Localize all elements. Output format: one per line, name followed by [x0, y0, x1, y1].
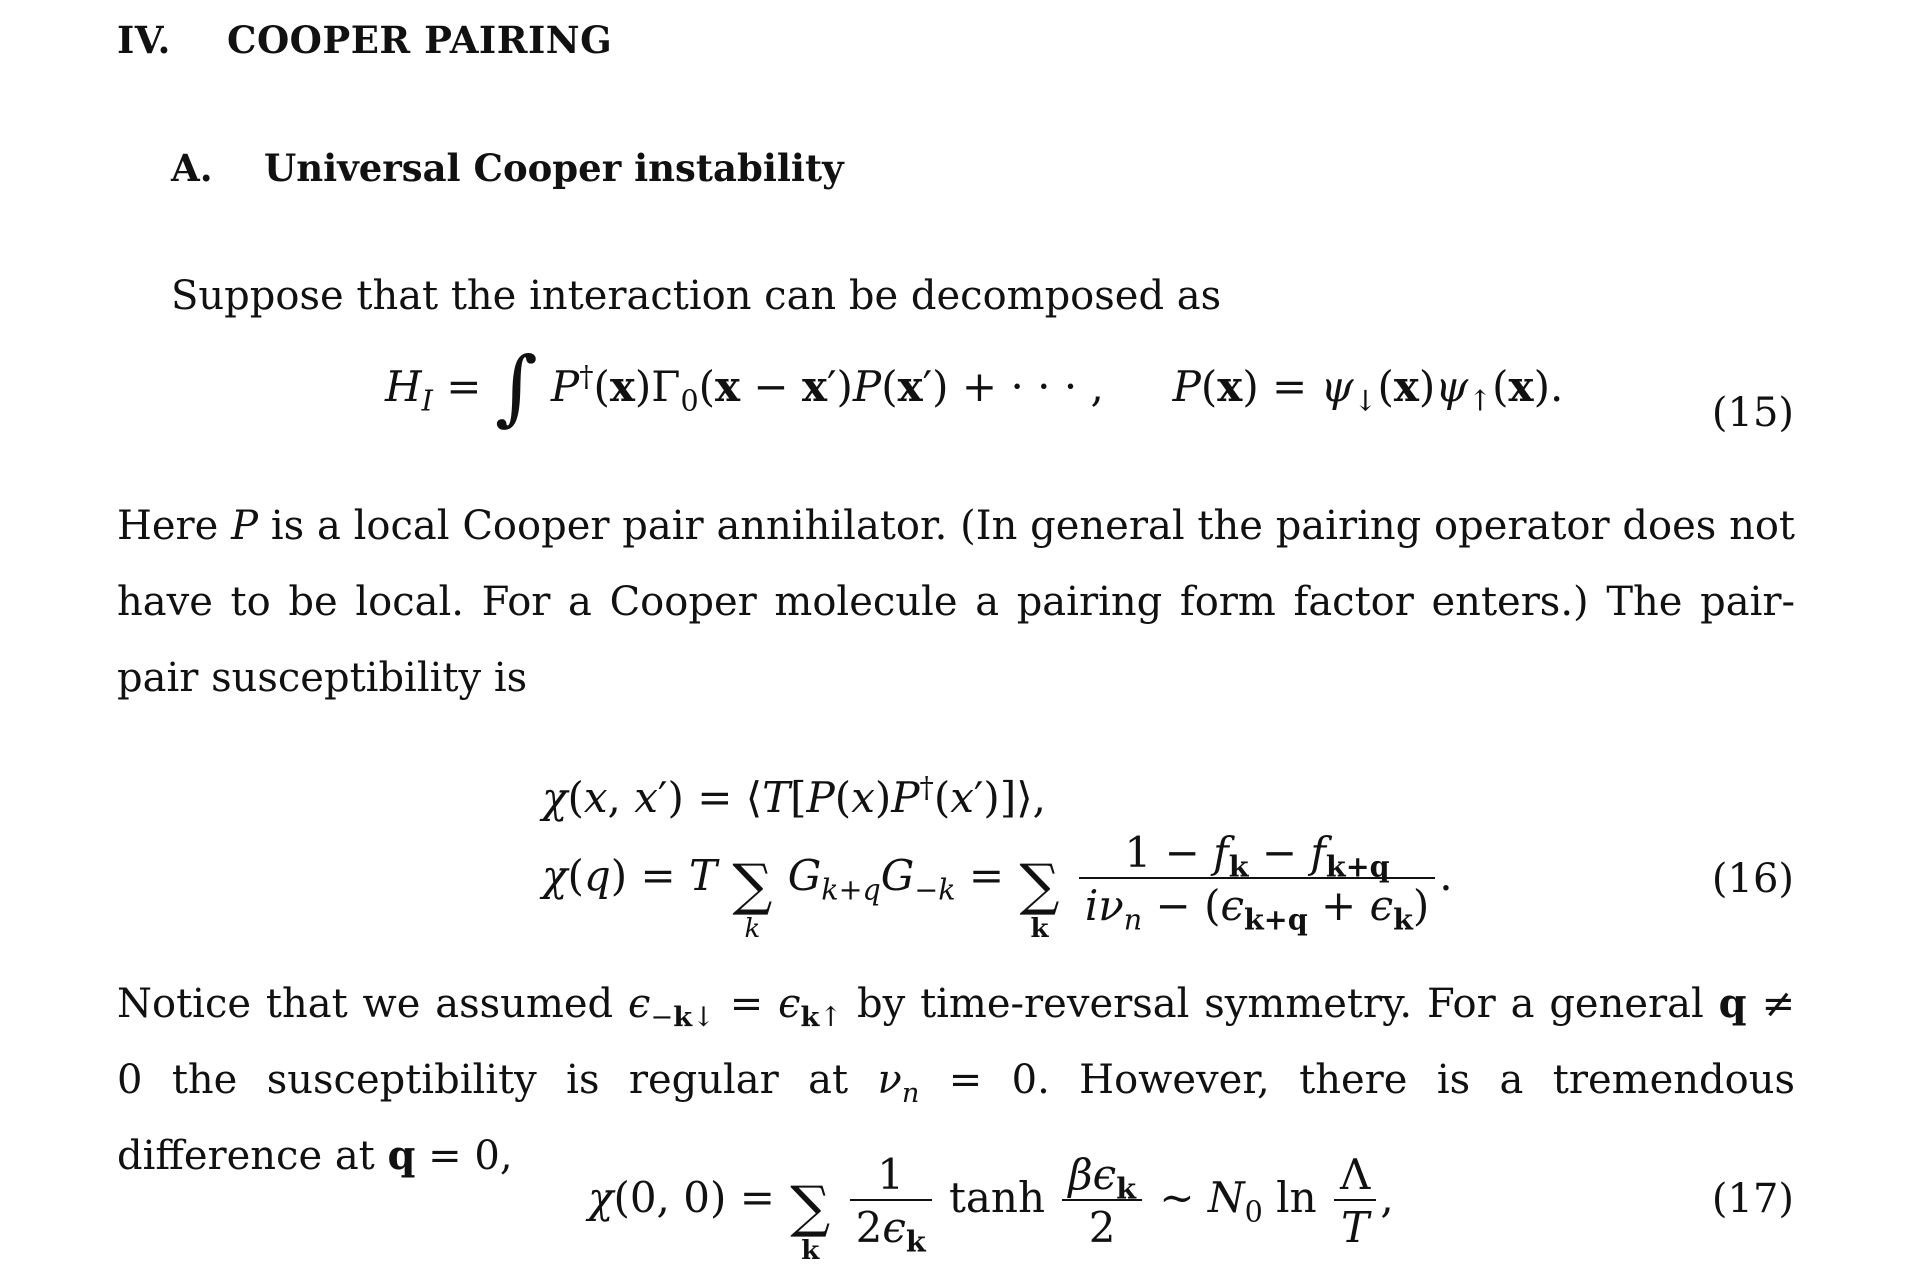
sum-symbol: ∑ k: [1019, 853, 1060, 944]
paragraph-text: . However, there is a tremendous difference at: [117, 1057, 1795, 1179]
equation-number-17: (17): [1711, 1176, 1794, 1222]
sum-symbol: ∑ k: [732, 853, 773, 944]
equation-17: χ(0, 0) = ∑ k $\frac{1}{2\epsilon_k}$ tanh $\frac{\beta\epsilon_k}{2}$ ∼ $N_0$ ln $\frac{\Lambda}{T}$ ,: [588, 1150, 1394, 1266]
paragraph-text: Notice that we assumed: [117, 981, 614, 1027]
section-heading: [117, 18, 612, 62]
paragraph-intro: Suppose that the interaction can be decomposed as: [171, 273, 1222, 319]
paragraph-pair-annihilator: Here P is a local Cooper pair annihilator. (In general the pairing operator does not have to be local. For a Cooper molecule a pairing form factor enters.) The pair-pair susceptibility is: [117, 503, 1796, 701]
equation-number-15: (15): [1711, 390, 1794, 436]
subsection-heading: [171, 146, 844, 190]
sum-symbol: ∑ k: [790, 1175, 831, 1266]
paragraph-time-reversal: Notice that we assumed $\epsilon_{-k↓} = \epsilon_{k↑}$ by time-reversal symmetry. For a general q ≠ 0 the susceptibility is regular at $\nu_n = 0$. However, there is a tremendous difference at q = 0,: [117, 980, 1796, 1179]
paragraph-text: by time-reversal symmetry. For a general: [857, 981, 1704, 1027]
fraction: $\frac{\Lambda}{T}$: [1334, 1150, 1376, 1252]
paragraph-text: Here: [117, 503, 219, 549]
equation-16-line-1: χ(x, x′) = ⟨T[P(x)P†(x′)]⟩,: [542, 770, 1046, 822]
paragraph-text: the susceptibility is regular at: [171, 1057, 849, 1103]
subsection-number: A.: [171, 146, 213, 190]
subsection-title: Universal Cooper instability: [264, 146, 844, 190]
equation-number-16: (16): [1711, 856, 1794, 902]
section-number: IV.: [117, 18, 171, 62]
equation-16-line-2: χ(q) = T ∑ k $G_{k+q}G_{-k}$ = ∑ k $\frac{1 - f_k - f_{k+q}}{i\nu_n - (\epsilon_{k+q} + \epsilon_k)}$ .: [542, 828, 1453, 944]
paragraph-text: is a local Cooper pair annihilator. (In general the pairing operator does not have to be local. For a Cooper molecule a pairing form factor enters.) The pair-pair susceptibility is: [117, 503, 1796, 701]
fraction: $\frac{\beta\epsilon_k}{2}$: [1062, 1150, 1142, 1252]
section-title: COOPER PAIRING: [227, 18, 613, 62]
fraction: $\frac{1 - f_k - f_{k+q}}{i\nu_n - (\epsilon_{k+q} + \epsilon_k)}$: [1079, 828, 1435, 930]
equation-15: $H_I$ = ∫ $P^\dagger(x)\Gamma_0(x - x')P(x')$ + · · · , $P(x) = \psi_↓(x)\psi_↑(x)$.: [385, 340, 1564, 435]
fraction: $\frac{1}{2\epsilon_k}$: [850, 1150, 932, 1252]
